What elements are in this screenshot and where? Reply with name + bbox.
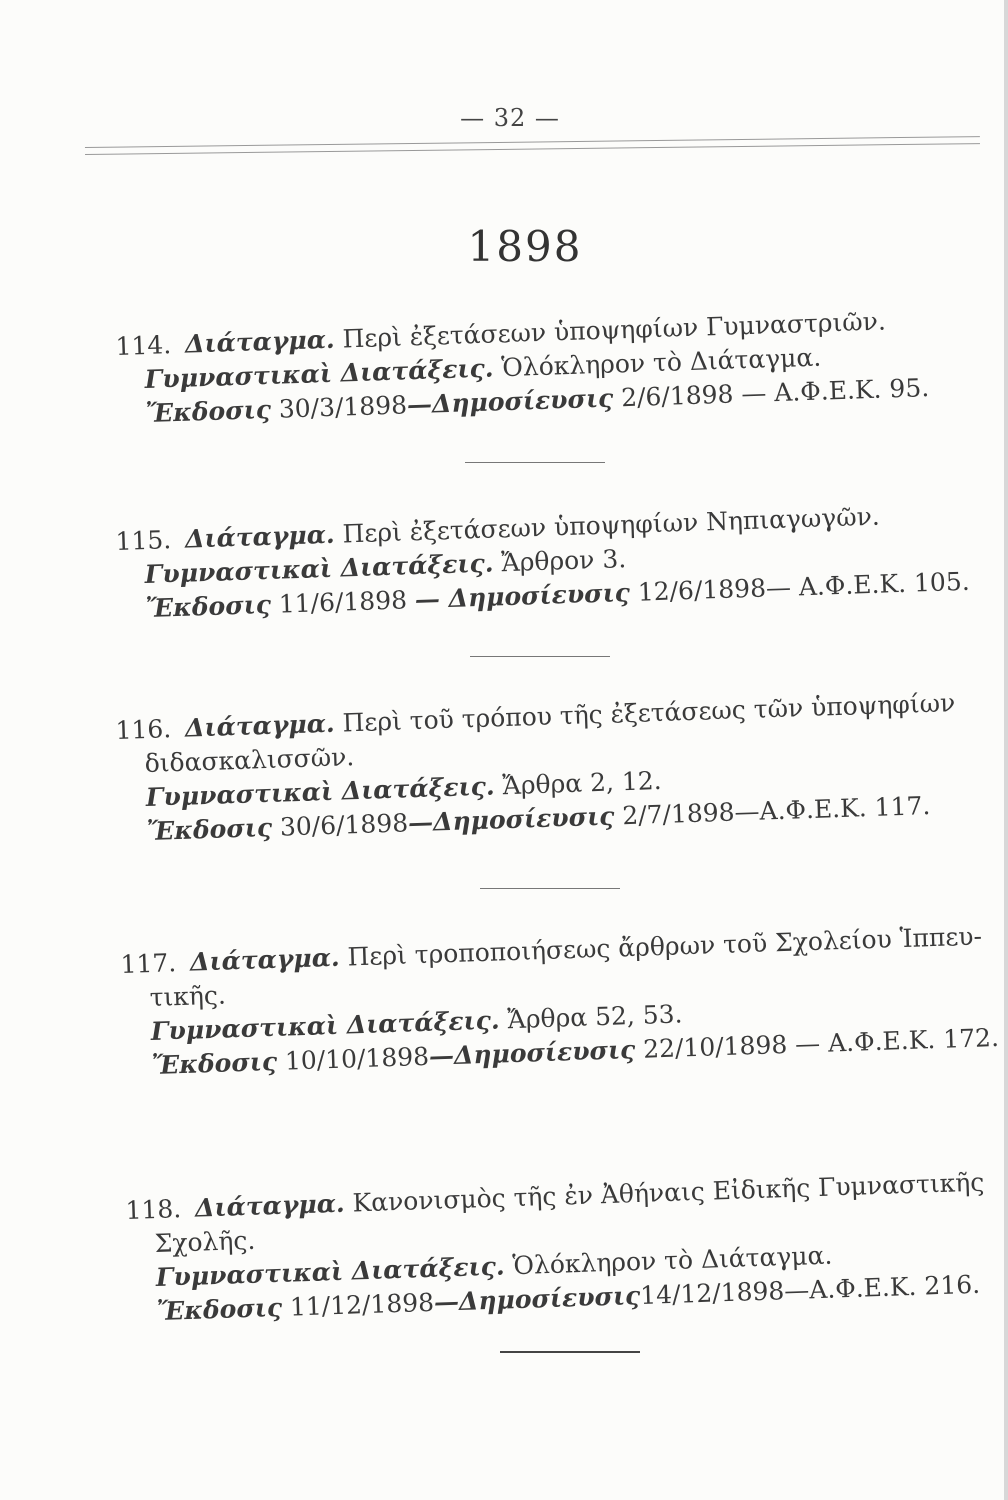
issue-date: 30/3/1898 [278,390,408,424]
end-divider [500,1351,640,1353]
issue-label: Ἔκδοσις [145,589,272,624]
entry-subject-continuation: διδασκαλισσῶν. [144,742,355,779]
section-year-heading: 1898 [467,222,583,271]
entry-subject: Περὶ ἐξετάσεων ὑποψηφίων Νηπιαγωγῶν. [342,501,881,549]
entry-type: Διάταγμα. [184,324,336,359]
source-text: Ὁλόκληρον τὸ Διάταγμα. [500,342,822,383]
source-text: Ὁλόκληρον τὸ Διάταγμα. [511,1240,833,1281]
entry-subject: Κανονισμὸς τῆς ἐν Ἀθήναις Εἰδικῆς Γυμναστικῆς [352,1167,985,1218]
entry-divider [470,656,610,657]
source-text: Ἄρθρα 52, 53. [506,999,683,1035]
entry-number: 116. [115,714,172,745]
issue-date: 10/10/1898 [284,1041,430,1076]
entry-number: 115. [115,525,172,556]
publication-text: 2/6/1898 — Α.Φ.Ε.Κ. 95. [620,373,930,413]
source-text: Ἄρθρα 2, 12. [501,765,663,801]
source-label: Γυμναστικαὶ Διατάξεις. [150,1005,501,1047]
issue-label: Ἔκδοσις [156,1292,283,1326]
entry-type: Διάταγμα. [194,1188,346,1223]
issue-date: 11/12/1898 [289,1287,435,1322]
publication-label: — Δημοσίευσις [414,577,631,615]
source-label: Γυμναστικαὶ Διατάξεις. [144,353,494,395]
entry-type: Διάταγμα. [184,519,336,554]
page-edge [1004,0,1008,1500]
entry-type: Διάταγμα. [189,942,341,977]
entry-divider [480,888,620,889]
source-label: Γυμναστικαὶ Διατάξεις. [144,548,494,590]
source-label: Γυμναστικαὶ Διατάξεις. [145,771,496,813]
issue-label: Ἔκδοσις [151,1046,278,1080]
publication-text: 22/10/1898 — Α.Φ.Ε.Κ. 172. [642,1022,1000,1064]
publication-label: —Δημοσίευσις [428,1034,636,1071]
entry-subject-continuation: Σχολῆς. [154,1225,256,1259]
entry-divider [465,462,605,463]
publication-label: —Δημοσίευσις [407,801,615,838]
source-text: Ἄρθρον 3. [500,544,627,578]
source-label: Γυμναστικαὶ Διατάξεις. [155,1251,506,1293]
entry-subject: Περὶ τροποποιήσεως ἄρθρων τοῦ Σχολείου Ἱππευ- [347,921,983,972]
page-number: — 32 — [460,104,560,132]
decree-entry [120,919,1000,1083]
issue-label: Ἔκδοσις [146,812,273,846]
entry-number: 117. [120,948,177,979]
entry-number: 114. [115,330,172,361]
issue-date: 30/6/1898 [279,808,409,842]
issue-date: 11/6/1898 [278,585,408,619]
entry-type: Διάταγμα. [184,708,336,743]
publication-text: 12/6/1898— Α.Φ.Ε.Κ. 105. [637,566,971,607]
issue-label: Ἔκδοσις [145,394,272,429]
entry-subject: Περὶ ἐξετάσεων ὑποψηφίων Γυμναστριῶν. [342,306,887,354]
entry-number: 118. [125,1194,182,1225]
publication-label: —Δημοσίευσις [406,383,614,420]
entry-subject-continuation: τικῆς. [149,980,227,1013]
header-rule [85,136,980,155]
decree-entry [125,1165,989,1329]
publication-label: —Δημοσίευσις [433,1280,641,1317]
decree-entry [115,685,979,849]
decree-entry [115,301,978,431]
entry-subject: Περὶ τοῦ τρόπου τῆς ἐξετάσεως τῶν ὑποψηφίων [342,688,956,738]
decree-entry [115,496,978,626]
publication-text: 2/7/1898—Α.Φ.Ε.Κ. 117. [621,791,931,831]
publication-text: 14/12/1898—Α.Φ.Ε.Κ. 216. [639,1269,981,1310]
